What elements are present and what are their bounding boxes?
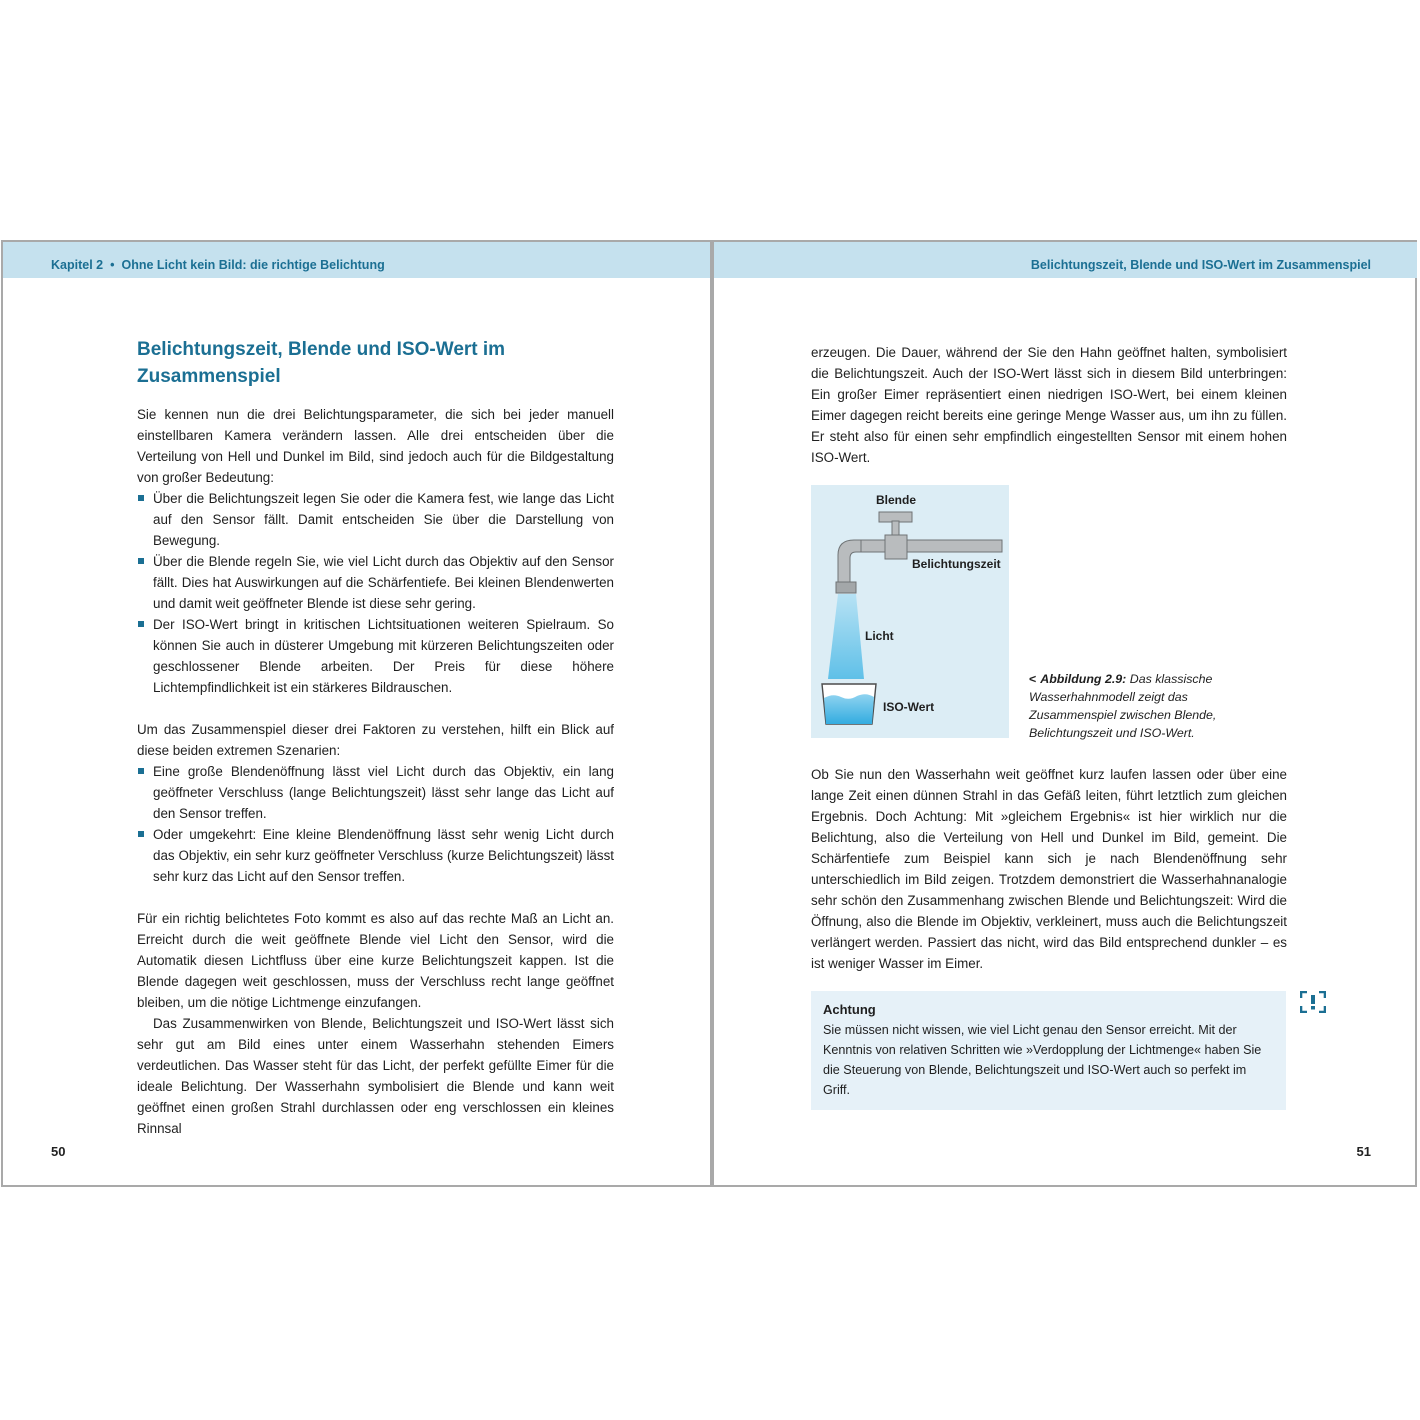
parameter-list <box>137 488 614 698</box>
valve-body <box>885 535 907 559</box>
figure-caption <box>1029 670 1269 742</box>
faucet-figure <box>811 485 1009 738</box>
body-paragraph: Für ein richtig belichtetes Foto kommt es also auf das rechte Maß an Licht an. Erreicht durch die weit geöffnete Blende viel Licht den Sensor, wird die Automatik diesen Lichtfluss über eine kurze Belichtungszeit kappen. Ist die Blende dagegen weit geschlossen, muss der Verschluss recht lange geöffnet bleiben, um die nötige Lichtmenge einzufangen. <box>137 911 614 1010</box>
chapter-label: Kapitel 2 <box>51 258 104 272</box>
right-text-column-bottom <box>811 764 1287 974</box>
body-paragraph: Um das Zusammenspiel dieser drei Faktoren zu verstehen, hilft ein Blick auf diese beiden extremen Szenarien: <box>137 722 614 758</box>
label-licht: Licht <box>865 629 894 643</box>
left-text-column <box>137 336 614 1139</box>
note-text: Sie müssen nicht wissen, wie viel Licht genau den Sensor erreicht. Mit der Kenntnis von relativen Schritten wie »Verdopplung der Lichtmenge« haben Sie die Steuerung von Blende, Belichtungszeit und ISO-Wert auch so perfekt im Griff. <box>823 1023 1262 1097</box>
chapter-title: Ohne Licht kein Bild: die richtige Belichtung <box>121 258 385 272</box>
left-page <box>3 242 710 1185</box>
body-paragraph: Das Zusammenwirken von Blende, Belichtungszeit und ISO-Wert lässt sich sehr gut am Bild eines unter einem Wasserhahn stehenden Eimers verdeutlichen. Das Wasser steht für das Licht, der perfekt gefüllte Eimer für die ideale Belichtung. Der Wasserhahn symbolisiert die Blende und kann weit geöffnet einen großen Strahl durchlassen oder eng verschlossen ein kleines Rinnsal <box>137 1016 614 1136</box>
faucet-spout <box>836 582 856 593</box>
attention-note <box>811 991 1286 1110</box>
intro-paragraph: Sie kennen nun die drei Belichtungsparameter, die sich bei jeder manuell einstellbaren Kamera verändern lassen. Alle drei entscheiden über die Verteilung von Hell und Dunkel im Bild, sind jedoch auch für die Bildgestaltung von großer Bedeutung: <box>137 407 614 485</box>
running-header-right <box>714 242 1417 278</box>
label-blende: Blende <box>876 493 917 507</box>
attention-icon <box>1300 991 1326 1013</box>
body-paragraph: erzeugen. Die Dauer, während der Sie den Hahn geöffnet halten, symbolisiert die Belichtungszeit. Auch der ISO-Wert lässt sich in diesem Bild unterbringen: Ein großer Eimer repräsentiert einen niedrigen ISO-Wert, bei einem kleinen Eimer dagegen reicht bereits eine geringe Menge Wasser aus, um ihn zu füllen. Er steht also für einen sehr empfindlich eingestellten Sensor mit einem hohen ISO-Wert. <box>811 345 1287 465</box>
book-spread <box>1 240 1417 1187</box>
list-item: Oder umgekehrt: Eine kleine Blendenöffnung lässt sehr wenig Licht durch das Objektiv, ein sehr kurz geöffneter Verschluss (kurze Belichtungszeit) lässt sehr kurz das Licht auf den Sensor treffen. <box>137 824 614 887</box>
label-belichtungszeit: Belichtungszeit <box>912 557 1001 571</box>
water-pipe <box>854 540 1002 552</box>
note-title: Achtung <box>823 1002 876 1017</box>
running-header-title: Belichtungszeit, Blende und ISO-Wert im Zusammenspiel <box>1030 258 1371 272</box>
label-iso-wert: ISO-Wert <box>883 700 935 714</box>
running-header-left <box>3 242 710 278</box>
right-text-column-top <box>811 342 1287 468</box>
section-heading: Belichtungszeit, Blende und ISO-Wert im Zusammenspiel <box>137 339 506 387</box>
page-number-right: 51 <box>1356 1144 1371 1159</box>
page-number-left: 50 <box>51 1144 66 1159</box>
pipe-elbow <box>838 540 861 583</box>
running-header-text <box>51 258 385 272</box>
list-item: Eine große Blendenöffnung lässt viel Licht durch das Objektiv, ein lang geöffneter Verschluss (lange Belichtungszeit) lässt sehr lange das Licht auf den Sensor treffen. <box>137 761 614 824</box>
caption-text: Das klassische Wasserhahnmodell zeigt das Zusammenspiel zwischen Blende, Belichtungszeit und ISO-Wert. <box>1029 672 1217 740</box>
list-item: Über die Belichtungszeit legen Sie oder die Kamera fest, wie lange das Licht auf den Sensor fällt. Damit entscheiden Sie über die Darstellung von Bewegung. <box>137 488 614 551</box>
right-page <box>714 242 1417 1185</box>
light-beam <box>828 594 864 679</box>
caption-lead: Abbildung 2.9: <box>1040 672 1127 686</box>
list-item: Der ISO-Wert bringt in kritischen Lichtsituationen weiteren Spielraum. So können Sie auch in düsterer Umgebung mit kürzeren Belichtungszeiten oder geschlossener Blende arbeiten. Der Preis für diese höhere Lichtempfindlichkeit ist ein stärkeres Bildrauschen. <box>137 614 614 698</box>
header-separator: • <box>110 258 115 272</box>
list-item: Über die Blende regeln Sie, wie viel Licht durch das Objektiv auf den Sensor fällt. Dies hat Auswirkungen auf die Schärfentiefe. Bei kleinen Blendenwerten und damit weit geöffneter Blende ist diese sehr gering. <box>137 551 614 614</box>
caption-arrow-icon: < <box>1029 672 1037 686</box>
body-paragraph: Ob Sie nun den Wasserhahn weit geöffnet kurz laufen lassen oder über eine lange Zeit einen dünnen Strahl in das Gefäß leiten, führt letztlich zum gleichen Ergebnis. Doch Achtung: Mit »gleichem Ergebnis« ist hier wirklich nur die Belichtung, also die Verteilung von Hell und Dunkel im Bild, gemeint. Die Schärfentiefe zum Beispiel kann sich je nach Blendenöffnung sehr unterschiedlich im Bild zeigen. Trotzdem demonstriert die Wasserhahnanalogie sehr schön den Zusammenhang zwischen Blende und Belichtungszeit: Wird die Öffnung, also die Blende im Objektiv, verkleinert, muss auch die Belichtungszeit verlängert werden. Passiert das nicht, wird das Bild entsprechend dunkler – es ist weniger Wasser im Eimer. <box>811 767 1287 971</box>
scenario-list <box>137 761 614 887</box>
